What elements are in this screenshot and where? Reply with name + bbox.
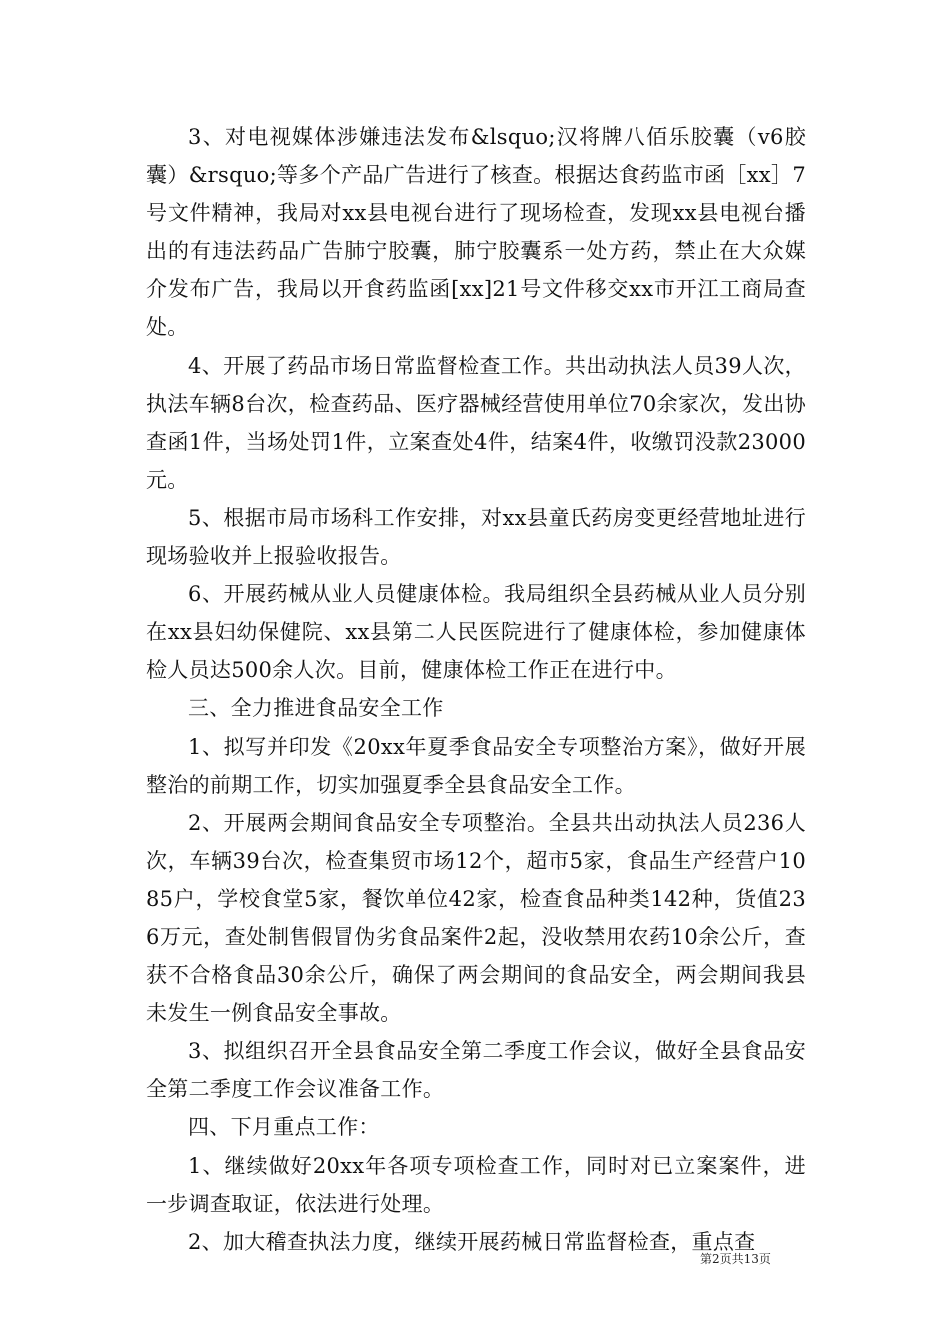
document-body xyxy=(146,118,806,1261)
section-heading-next-month: 四、下月重点工作： xyxy=(188,1115,380,1140)
paragraph-item-6-health-checkup: 6、开展药械从业人员健康体检。我局组织全县药械从业人员分别在xx县妇幼保健院、xx县第二人民医院进行了健康体检，参加健康体检人员达500余人次。目前，健康体检工作正在进行中。 xyxy=(146,582,806,683)
section-heading-food-safety: 三、全力推进食品安全工作 xyxy=(188,696,444,721)
paragraph-item-3-tv-ads: 3、对电视媒体涉嫌违法发布&lsquo;汉将牌八佰乐胶囊（v6胶囊）&rsquo;等多个产品广告进行了核查。根据达食药监市函［xx］7号文件精神，我局对xx县电视台进行了现场检查，发现xx县电视台播出的有违法药品广告肺宁胶囊，肺宁胶囊系一处方药，禁止在大众媒介发布广告，我局以开食药监函[xx]21号文件移交xx市开江工商局查处。 xyxy=(146,125,806,340)
paragraph-next-item-2: 2、加大稽查执法力度，继续开展药械日常监督检查，重点查 xyxy=(188,1229,756,1254)
paragraph-food-item-2: 2、开展两会期间食品安全专项整治。全县共出动执法人员236人次，车辆39台次，检查集贸市场12个，超市5家，食品生产经营户1085户，学校食堂5家，餐饮单位42家，检查食品种类142种，货值236万元，查处制售假冒伪劣食品案件2起，没收禁用农药10余公斤，查获不合格食品30余公斤，确保了两会期间的食品安全，两会期间我县未发生一例食品安全事故。 xyxy=(146,810,806,1026)
paragraph-food-item-3: 3、拟组织召开全县食品安全第二季度工作会议，做好全县食品安全第二季度工作会议准备工作。 xyxy=(146,1039,806,1102)
page-number-footer: 第2页共13页 xyxy=(700,1252,771,1266)
paragraph-food-item-1: 1、拟写并印发《20xx年夏季食品安全专项整治方案》，做好开展整治的前期工作，切实加强夏季全县食品安全工作。 xyxy=(146,734,806,797)
paragraph-item-4-drug-market: 4、开展了药品市场日常监督检查工作。共出动执法人员39人次，执法车辆8台次，检查药品、医疗器械经营使用单位70余家次，发出协查函1件，当场处罚1件，立案查处4件，结案4件，收缴罚没款23000元。 xyxy=(146,353,806,492)
paragraph-item-5-pharmacy-relocation: 5、根据市局市场科工作安排，对xx县童氏药房变更经营地址进行现场验收并上报验收报告。 xyxy=(146,505,806,569)
paragraph-next-item-1: 1、继续做好20xx年各项专项检查工作，同时对已立案案件，进一步调查取证，依法进行处理。 xyxy=(146,1153,806,1216)
